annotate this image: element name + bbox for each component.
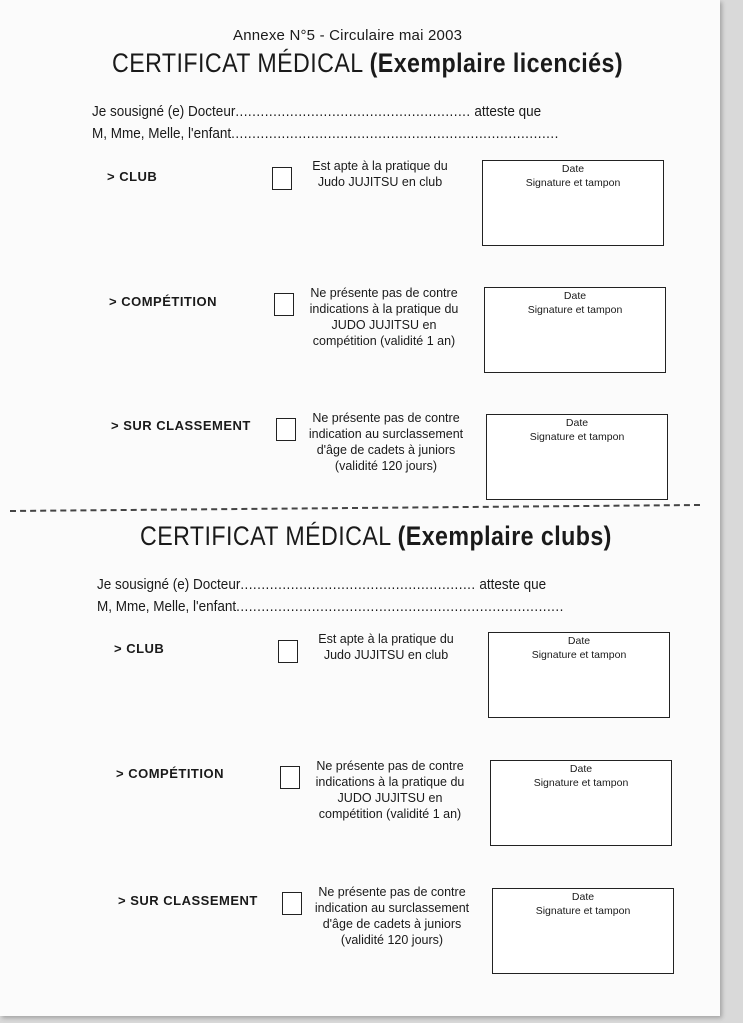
club-description	[290, 158, 470, 190]
desc-line: Ne présente pas de contre	[312, 411, 460, 425]
certificate-copy-label: (Exemplaire clubs)	[397, 521, 612, 551]
signature-box-club[interactable]	[488, 632, 670, 718]
club-description	[296, 631, 476, 663]
box-date-label: Date	[565, 417, 589, 429]
certificate-copy-label: (Exemplaire licenciés)	[369, 48, 624, 78]
doctor-label: Je sousigné (e) Docteur	[92, 103, 236, 120]
box-signature-label: Signature et tampon	[525, 177, 621, 189]
surclassement-description	[302, 884, 482, 948]
signature-box-surclassement[interactable]	[486, 414, 668, 500]
cut-line-divider	[10, 504, 700, 512]
surclassement-description	[296, 410, 476, 474]
doctor-line	[92, 103, 541, 120]
box-date-label: Date	[563, 290, 587, 302]
signature-box-competition[interactable]	[490, 760, 672, 846]
patient-line	[97, 598, 564, 615]
box-signature-label: Signature et tampon	[533, 777, 629, 789]
desc-line: d'âge de cadets à juniors	[316, 443, 456, 457]
competition-description	[294, 285, 474, 349]
surclassement-checkbox[interactable]	[282, 892, 302, 915]
club-checkbox[interactable]	[278, 640, 298, 663]
box-date-label: Date	[569, 763, 593, 775]
box-date-label: Date	[561, 163, 585, 175]
box-signature-label: Signature et tampon	[527, 304, 623, 316]
box-date-label: Date	[571, 891, 595, 903]
club-checkbox[interactable]	[272, 167, 292, 190]
doctor-line	[97, 576, 546, 593]
annexe-header: Annexe N°5 - Circulaire mai 2003	[233, 27, 463, 44]
section-label-competition: > COMPÉTITION	[116, 766, 224, 781]
patient-blank[interactable]: ..............................................................................	[236, 598, 564, 615]
desc-line: indication au surclassement	[308, 427, 464, 441]
desc-line: JUDO JUJITSU en	[331, 318, 437, 332]
atteste-label: atteste que	[474, 103, 542, 120]
patient-line	[92, 125, 559, 142]
competition-checkbox[interactable]	[280, 766, 300, 789]
section-label-club: > CLUB	[107, 169, 158, 184]
desc-line: indication au surclassement	[314, 901, 470, 915]
box-signature-label: Signature et tampon	[531, 649, 627, 661]
doctor-blank[interactable]: ........................................................	[240, 576, 476, 593]
section-label-club: > CLUB	[114, 641, 165, 656]
desc-line: Judo JUJITSU en club	[323, 648, 449, 662]
section-label-competition: > COMPÉTITION	[109, 294, 217, 309]
atteste-label: atteste que	[479, 576, 547, 593]
certificate-title	[112, 48, 623, 79]
competition-description	[300, 758, 480, 822]
desc-line: indications à la pratique du	[309, 302, 459, 316]
doctor-blank[interactable]: ........................................................	[235, 103, 471, 120]
desc-line: Ne présente pas de contre	[310, 286, 458, 300]
desc-line: compétition (validité 1 an)	[318, 807, 462, 821]
desc-line: Ne présente pas de contre	[316, 759, 464, 773]
desc-line: JUDO JUJITSU en	[337, 791, 443, 805]
signature-box-club[interactable]	[482, 160, 664, 246]
certificate-title-text: CERTIFICAT MÉDICAL	[140, 521, 391, 551]
doctor-label: Je sousigné (e) Docteur	[97, 576, 241, 593]
desc-line: Est apte à la pratique du	[312, 159, 448, 173]
signature-box-competition[interactable]	[484, 287, 666, 373]
desc-line: Est apte à la pratique du	[318, 632, 454, 646]
desc-line: Judo JUJITSU en club	[317, 175, 443, 189]
patient-label: M, Mme, Melle, l'enfant	[92, 125, 232, 142]
certificate-title	[140, 521, 612, 552]
certificate-title-text: CERTIFICAT MÉDICAL	[112, 48, 363, 78]
desc-line: (validité 120 jours)	[340, 933, 444, 947]
patient-label: M, Mme, Melle, l'enfant	[97, 598, 237, 615]
box-signature-label: Signature et tampon	[535, 905, 631, 917]
section-label-surclassement: > SUR CLASSEMENT	[118, 893, 258, 908]
section-label-surclassement: > SUR CLASSEMENT	[111, 418, 251, 433]
box-signature-label: Signature et tampon	[529, 431, 625, 443]
box-date-label: Date	[567, 635, 591, 647]
desc-line: indications à la pratique du	[315, 775, 465, 789]
signature-box-surclassement[interactable]	[492, 888, 674, 974]
patient-blank[interactable]: ..............................................................................	[231, 125, 559, 142]
desc-line: d'âge de cadets à juniors	[322, 917, 462, 931]
surclassement-checkbox[interactable]	[276, 418, 296, 441]
desc-line: (validité 120 jours)	[334, 459, 438, 473]
desc-line: compétition (validité 1 an)	[312, 334, 456, 348]
desc-line: Ne présente pas de contre	[318, 885, 466, 899]
competition-checkbox[interactable]	[274, 293, 294, 316]
